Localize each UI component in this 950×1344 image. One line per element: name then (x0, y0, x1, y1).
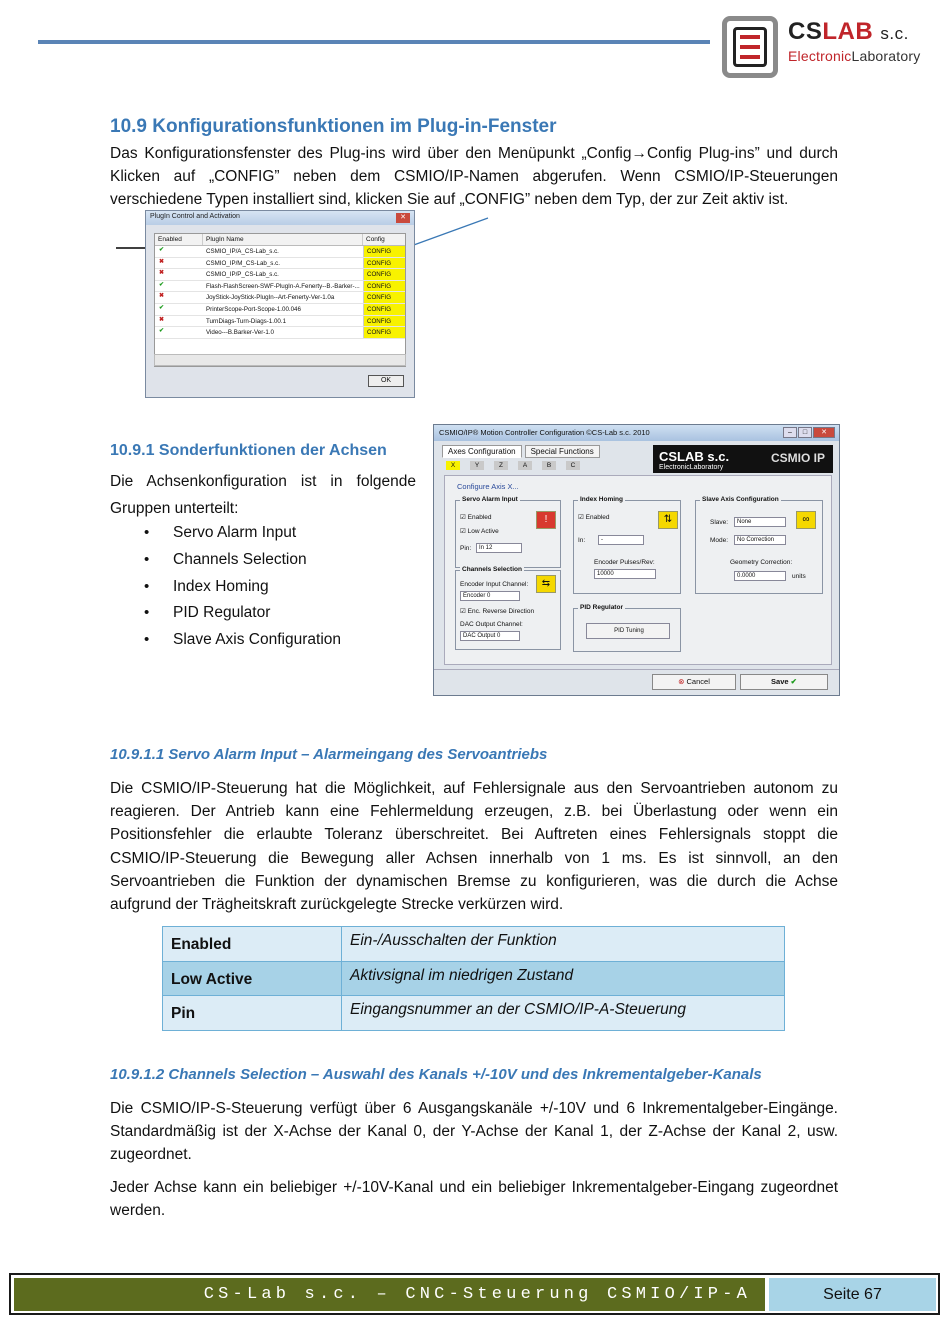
check-icon: ✔ (790, 677, 797, 686)
table-key: Pin (163, 996, 342, 1031)
plugin-name: CSMIO_IP/A_CS-Lab_s.c. (206, 248, 279, 255)
in-select[interactable]: - (598, 535, 644, 545)
ok-button[interactable]: OK (368, 375, 404, 387)
encoder-select[interactable]: Encoder 0 (460, 591, 520, 601)
servo-heading: 10.9.1.1 Servo Alarm Input – Alarmeingang des Servoantriebs (110, 746, 548, 763)
tab-axes-configuration[interactable]: Axes Configuration (442, 445, 522, 458)
enabled-check-icon[interactable]: ✔ (159, 246, 165, 253)
header-rule (38, 40, 710, 44)
enabled-check-icon[interactable]: ✔ (159, 280, 165, 288)
pid-tuning-button[interactable]: PID Tuning (586, 623, 670, 639)
axes-group-list (144, 520, 341, 654)
csmio-logo: CSLAB s.c. ElectronicLaboratory CSMIO IP (653, 445, 833, 473)
save-button[interactable]: Save ✔ (740, 674, 828, 690)
plugin-name: PrinterScope-Port-Scope-1.00.046 (206, 305, 301, 313)
table-row (163, 996, 785, 1031)
plugin-control-dialog (145, 210, 415, 398)
index-enabled-checkbox[interactable]: ☑ Enabled (578, 514, 610, 521)
disabled-x-icon[interactable]: ✖ (159, 292, 165, 300)
col-enabled: Enabled (155, 234, 203, 245)
config-button[interactable]: CONFIG (363, 258, 405, 269)
channels-text-1: Die CSMIO/IP-S-Steuerung verfügt über 6 Ausgangskanäle +/-10V und 6 Inkrementalgeber-Eingänge. Standardmäßig ist der X-Achse der Kanal 0, der Y-Achse der Kanal 1, der Z-Achse der Kanal 2, usw. zugeordnet. (110, 1100, 838, 1164)
maximize-icon[interactable]: □ (798, 427, 812, 438)
disabled-x-icon[interactable]: ✖ (159, 315, 165, 323)
geometry-label: Geometry Correction: (730, 559, 793, 566)
section-heading: 10.9 Konfigurationsfunktionen im Plug-in-Fenster (110, 116, 557, 137)
plugin-name: CSMIO_IP/P_CS-Lab_s.c. (206, 271, 279, 279)
close-icon[interactable]: ✕ (813, 427, 835, 438)
plugin-row (155, 327, 405, 339)
pin-select[interactable]: In 12 (476, 543, 522, 553)
minimize-icon[interactable]: – (783, 427, 797, 438)
disabled-x-icon[interactable]: ✖ (159, 257, 165, 265)
plugin-row (155, 258, 405, 270)
plugin-name: TurnDiags-Turn-Diags-1.00.1 (206, 317, 287, 325)
channels-heading: 10.9.1.2 Channels Selection – Auswahl des Kanals +/-10V und des Inkrementalgeber-Kanals (110, 1066, 762, 1083)
axes-intro: Die Achsenkonfiguration ist in folgende Gruppen unterteilt: (110, 473, 416, 517)
close-icon[interactable]: ✕ (396, 213, 410, 223)
plugin-name: JoyStick-JoyStick-PlugIn--Art-Fenerty-Ver-1.0a (206, 294, 335, 302)
axis-tab-y[interactable]: Y (470, 461, 484, 470)
mode-label: Mode: (710, 537, 729, 544)
col-plugin-name: PlugIn Name (203, 234, 363, 245)
cancel-icon: ⊗ (678, 677, 685, 686)
channels-icon: ⇆ (536, 575, 556, 593)
axis-tab-z[interactable]: Z (494, 461, 508, 470)
axis-tab-x[interactable]: X (446, 461, 460, 470)
config-button[interactable]: CONFIG (363, 304, 405, 315)
horizontal-scrollbar[interactable] (154, 354, 406, 366)
plugin-row (155, 316, 405, 328)
plugin-name: CSMIO_IP/M_CS-Lab_s.c. (206, 259, 280, 267)
channels-text-2: Jeder Achse kann ein beliebiger +/-10V-Kanal und ein beliebiger Inkrementalgeber-Eingang zugeordnet werden. (110, 1179, 838, 1220)
plugin-row (155, 246, 405, 258)
csmio-config-dialog (433, 424, 840, 696)
homing-icon: ⇅ (658, 511, 678, 529)
subsection-heading: 10.9.1 Sonderfunktionen der Achsen (110, 442, 387, 459)
table-value: Ein-/Ausschalten der Funktion (342, 927, 785, 962)
cslab-logo-subtitle: ElectronicLaboratory (788, 48, 921, 64)
config-button[interactable]: CONFIG (363, 316, 405, 327)
axis-tab-c[interactable]: C (566, 461, 580, 470)
dac-select[interactable]: DAC Output 0 (460, 631, 520, 641)
pin-label: Pin: (460, 545, 472, 552)
plugin-row (155, 304, 405, 316)
axis-tabs (446, 461, 580, 470)
plugin-row (155, 281, 405, 293)
pid-regulator-group: PID Regulator PID Tuning (573, 608, 681, 652)
servo-parameter-table (162, 926, 785, 1031)
slave-axis-group: Slave Axis Configuration Slave: None Mode: No Correction Geometry Correction: 0.0000 units ∞ (695, 500, 823, 594)
pulses-label: Encoder Pulses/Rev: (594, 559, 655, 566)
plugin-name: Video---B.Barker-Ver-1.0 (206, 329, 274, 337)
config-button[interactable]: CONFIG (363, 292, 405, 303)
dialog-title: PlugIn Control and Activation (146, 211, 414, 225)
list-item: • Slave Axis Configuration (144, 627, 341, 654)
section-intro: Das Konfigurationsfenster des Plug-ins wird über den Menüpunkt „Config→Config Plug-ins” und durch Klicken auf „CONFIG” neben dem CSMIO/IP-Namen abgerufen. Wenn CSMIO/IP-Steuerungen verschiedene Typen installiert sind, klicken Sie auf „CONFIG” neben dem Typ, der zur Zeit aktiv ist. (110, 145, 838, 209)
plugin-row (155, 269, 405, 281)
axis-tab-a[interactable]: A (518, 461, 532, 470)
configure-axis-label: Configure Axis X... (457, 482, 519, 491)
axis-tab-b[interactable]: B (542, 461, 556, 470)
cancel-button[interactable]: ⊗ Cancel (652, 674, 736, 690)
axis-config-panel (444, 475, 832, 665)
warning-icon: ! (536, 511, 556, 529)
col-config: Config (366, 236, 385, 243)
dialog-button-bar (434, 669, 839, 695)
table-value: Aktivsignal im niedrigen Zustand (342, 961, 785, 996)
dialog-tabs (442, 445, 600, 458)
dialog-title: CSMIO/IP® Motion Controller Configuration ©CS-Lab s.c. 2010 (434, 425, 839, 441)
reverse-direction-checkbox[interactable]: ☑ Enc. Reverse Direction (460, 608, 535, 615)
list-item: • Channels Selection (144, 547, 341, 574)
in-label: In: (578, 537, 586, 544)
enabled-check-icon[interactable]: ✔ (159, 303, 165, 311)
servo-enabled-checkbox[interactable]: ☑ Enabled (460, 514, 492, 521)
table-key: Enabled (163, 927, 342, 962)
table-value: Eingangsnummer an der CSMIO/IP-A-Steuerung (342, 996, 785, 1031)
config-button[interactable]: CONFIG (363, 327, 405, 338)
channels-selection-group: Channels Selection Encoder Input Channel: Encoder 0 ☑ Enc. Reverse Direction DAC Output Channel: DAC Output 0 ⇆ (455, 570, 561, 650)
table-row (163, 961, 785, 996)
index-homing-group: Index Homing ☑ Enabled In: - Encoder Pulses/Rev: 10000 ⇅ (573, 500, 681, 594)
tab-special-functions[interactable]: Special Functions (525, 445, 600, 458)
cslab-logo-icon (722, 16, 778, 78)
geometry-input[interactable]: 0.0000 (734, 571, 786, 581)
servo-alarm-group: Servo Alarm Input ☑ Enabled ☑ Low Active Pin: In 12 ! (455, 500, 561, 568)
enabled-check-icon[interactable]: ✔ (159, 327, 165, 335)
page-number: Seite 67 (769, 1278, 936, 1311)
list-item: • PID Regulator (144, 600, 341, 627)
pulses-input[interactable]: 10000 (594, 569, 656, 579)
units-label: units (792, 573, 806, 580)
config-button[interactable]: CONFIG (363, 269, 405, 280)
config-button[interactable]: CONFIG (363, 281, 405, 292)
slave-label: Slave: (710, 519, 729, 526)
link-icon: ∞ (796, 511, 816, 529)
page-footer (9, 1273, 940, 1315)
list-item: • Index Homing (144, 574, 341, 601)
plugin-name: Flash-FlashScreen-SWF-PlugIn-A.Fenerty--B.-Barker-... (206, 282, 360, 290)
disabled-x-icon[interactable]: ✖ (159, 269, 165, 277)
mode-select[interactable]: No Correction (734, 535, 786, 545)
list-item: • Servo Alarm Input (144, 520, 341, 547)
config-button[interactable]: CONFIG (363, 246, 405, 257)
servo-text: Die CSMIO/IP-Steuerung hat die Möglichkeit, auf Fehlersignale aus den Servoantrieben autonom zu reagieren. Der Antrieb kann eine Fehlermeldung erzeugen, z.B. bei Überlastung oder wenn ein Positionsfehler die erlaubte Toleranz überschreitet. Bei Auftreten eines Fehlersignals stoppt die CSMIO/IP-Steuerung die Bewegung aller Achsen innerhalb von 1 ms. Es ist sinnvoll, an den Servoantrieben die Funktion der dynamischen Bremse zu konfigurieren, was die durch die Achse aufgrund der Trägheitskraft zurückgelegte Strecke verkürzen wird. (110, 780, 838, 914)
footer-title: CS-Lab s.c. – CNC-Steuerung CSMIO/IP-A (14, 1278, 765, 1311)
servo-low-active-checkbox[interactable]: ☑ Low Active (460, 528, 499, 535)
encoder-label: Encoder Input Channel: (460, 581, 529, 588)
dac-label: DAC Output Channel: (460, 621, 523, 628)
cslab-logo-text: CSLAB s.c. (788, 18, 909, 45)
table-row (163, 927, 785, 962)
table-key: Low Active (163, 961, 342, 996)
slave-select[interactable]: None (734, 517, 786, 527)
window-controls (783, 427, 835, 438)
plugin-row (155, 292, 405, 304)
plugin-grid (154, 233, 406, 367)
